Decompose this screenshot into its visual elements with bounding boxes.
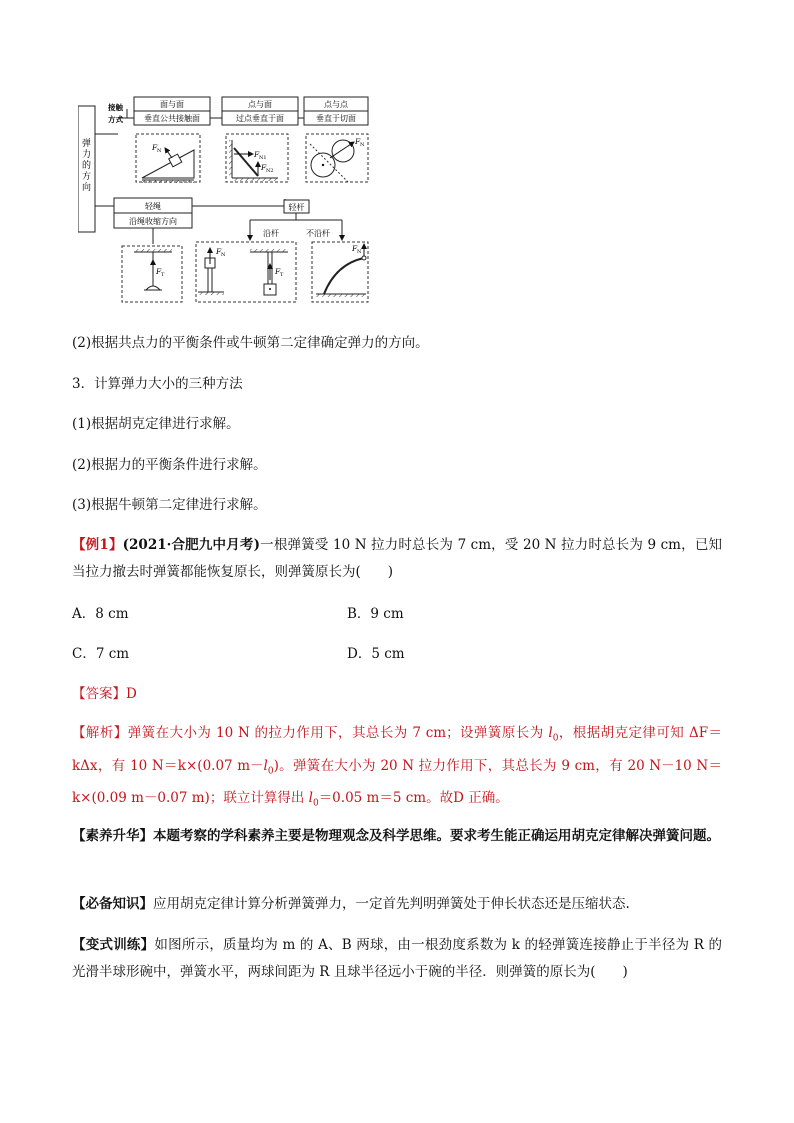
curved-rod-figure xyxy=(316,244,366,297)
rod-header xyxy=(284,200,309,213)
svg-text:轻杆: 轻杆 xyxy=(288,203,305,212)
svg-text:T: T xyxy=(280,272,284,278)
answer-label: 【答案】 xyxy=(72,686,126,702)
variant-training xyxy=(72,932,722,986)
col3-header xyxy=(304,97,368,125)
essential-body: 应用胡克定律计算分析弹簧弹力，一定首先判明弹簧处于伸长状态还是压缩状态. xyxy=(153,896,630,912)
svg-text:N2: N2 xyxy=(266,168,274,174)
option-b: B．9 cm xyxy=(347,606,404,622)
svg-text:T: T xyxy=(161,272,165,278)
contact-label-2: 方式 xyxy=(108,115,123,124)
svg-text:F: F xyxy=(261,163,267,172)
method-1: (1)根据胡克定律进行求解。 xyxy=(72,416,240,432)
along-rod-label: 沿杆 xyxy=(263,229,279,238)
rod-corner-figure xyxy=(229,140,278,181)
rope-lamp-figure xyxy=(134,249,172,290)
svg-text:N: N xyxy=(360,142,365,148)
svg-text:垂直公共接触面: 垂直公共接触面 xyxy=(144,114,200,123)
essential-label: 【必备知识】 xyxy=(72,896,153,912)
col1-header xyxy=(134,97,210,125)
svg-text:F: F xyxy=(275,267,281,276)
contact-label-1: 接触 xyxy=(108,103,123,112)
svg-text:面与面: 面与面 xyxy=(160,100,184,109)
variant-body: 如图所示，质量均为 m 的 A、B 两球，由一根劲度系数为 k 的轻弹簧连接静止于半径为 R 的光滑半球形碗中，弹簧水平，两球间距为 R 且球半径远小于碗的半径．则弹簧的原长为( ) xyxy=(72,937,722,980)
svg-text:F: F xyxy=(352,244,358,253)
example-source: (2021·合肥九中月考) xyxy=(122,537,260,553)
svg-text:F: F xyxy=(216,247,222,256)
literacy-section xyxy=(72,823,722,850)
svg-text:F: F xyxy=(152,143,158,152)
essential-knowledge xyxy=(72,891,722,918)
incline-block-figure xyxy=(142,143,194,183)
svg-text:F: F xyxy=(156,267,162,276)
svg-text:轻绳: 轻绳 xyxy=(145,202,161,211)
rope-header xyxy=(114,198,192,228)
option-c: C．7 cm xyxy=(72,646,130,662)
svg-text:点与面: 点与面 xyxy=(248,100,272,109)
example-1 xyxy=(72,532,722,586)
option-a: A．8 cm xyxy=(72,606,129,622)
rod-hang-figure xyxy=(250,249,288,295)
left-title: 弹力的方向 xyxy=(81,139,92,193)
answer xyxy=(72,684,137,704)
svg-text:F: F xyxy=(254,150,260,159)
elastic-force-direction-diagram xyxy=(78,94,374,308)
example-body: 一根弹簧受 10 N 拉力时总长为 7 cm，受 20 N 拉力时总长为 9 cm，已知当拉力撤去时弹簧都能恢复原长，则弹簧原长为( ) xyxy=(72,537,723,580)
analysis: 【解析】弹簧在大小为 10 N 的拉力作用下，其总长为 7 cm；设弹簧原长为 $l_0$，根据胡克定律可知 ΔF＝kΔx，有 10 N＝k×(0.07 $m-l_0$)。弹簧在大小为 20 N 拉力作用下，其总长为 9 cm，有 20 N－10 N＝k×(0.09 m－0.07 m)；联立计算得出 $l_0=0.05$ m＝5 cm。故D 正确。 xyxy=(72,725,722,810)
svg-text:N: N xyxy=(357,249,362,255)
svg-text:N1: N1 xyxy=(259,155,267,161)
svg-text:沿绳收缩方向: 沿绳收缩方向 xyxy=(129,217,177,226)
not-along-rod-label: 不沿杆 xyxy=(306,229,330,238)
method-3: (3)根据牛顿第二定律进行求解。 xyxy=(72,497,267,513)
svg-text:N: N xyxy=(221,252,226,258)
variant-label: 【变式训练】 xyxy=(72,937,155,953)
svg-text:垂直于切面: 垂直于切面 xyxy=(316,114,356,123)
literacy-label: 【素养升华】 xyxy=(72,828,153,844)
svg-text:点与点: 点与点 xyxy=(324,100,348,109)
svg-text:N: N xyxy=(157,148,162,154)
rod-support-figure xyxy=(198,247,226,295)
two-circles-figure xyxy=(310,137,365,182)
equilibrium-paragraph: (2)根据共点力的平衡条件或牛顿第二定律确定弹力的方向。 xyxy=(72,335,429,351)
col2-header xyxy=(222,97,298,125)
answer-value: D xyxy=(126,686,137,702)
svg-text:过点垂直于面: 过点垂直于面 xyxy=(236,114,284,123)
section-heading-3: 3．计算弹力大小的三种方法 xyxy=(72,376,243,392)
option-d: D．5 cm xyxy=(347,646,405,662)
svg-text:F: F xyxy=(355,137,361,146)
method-2: (2)根据力的平衡条件进行求解。 xyxy=(72,457,267,473)
analysis-label: 【解析】 xyxy=(72,725,128,741)
example-label: 【例1】 xyxy=(72,537,123,553)
literacy-body: 本题考察的学科素养主要是物理观念及科学思维。要求考生能正确运用胡克定律解决弹簧问题。 xyxy=(153,828,720,844)
